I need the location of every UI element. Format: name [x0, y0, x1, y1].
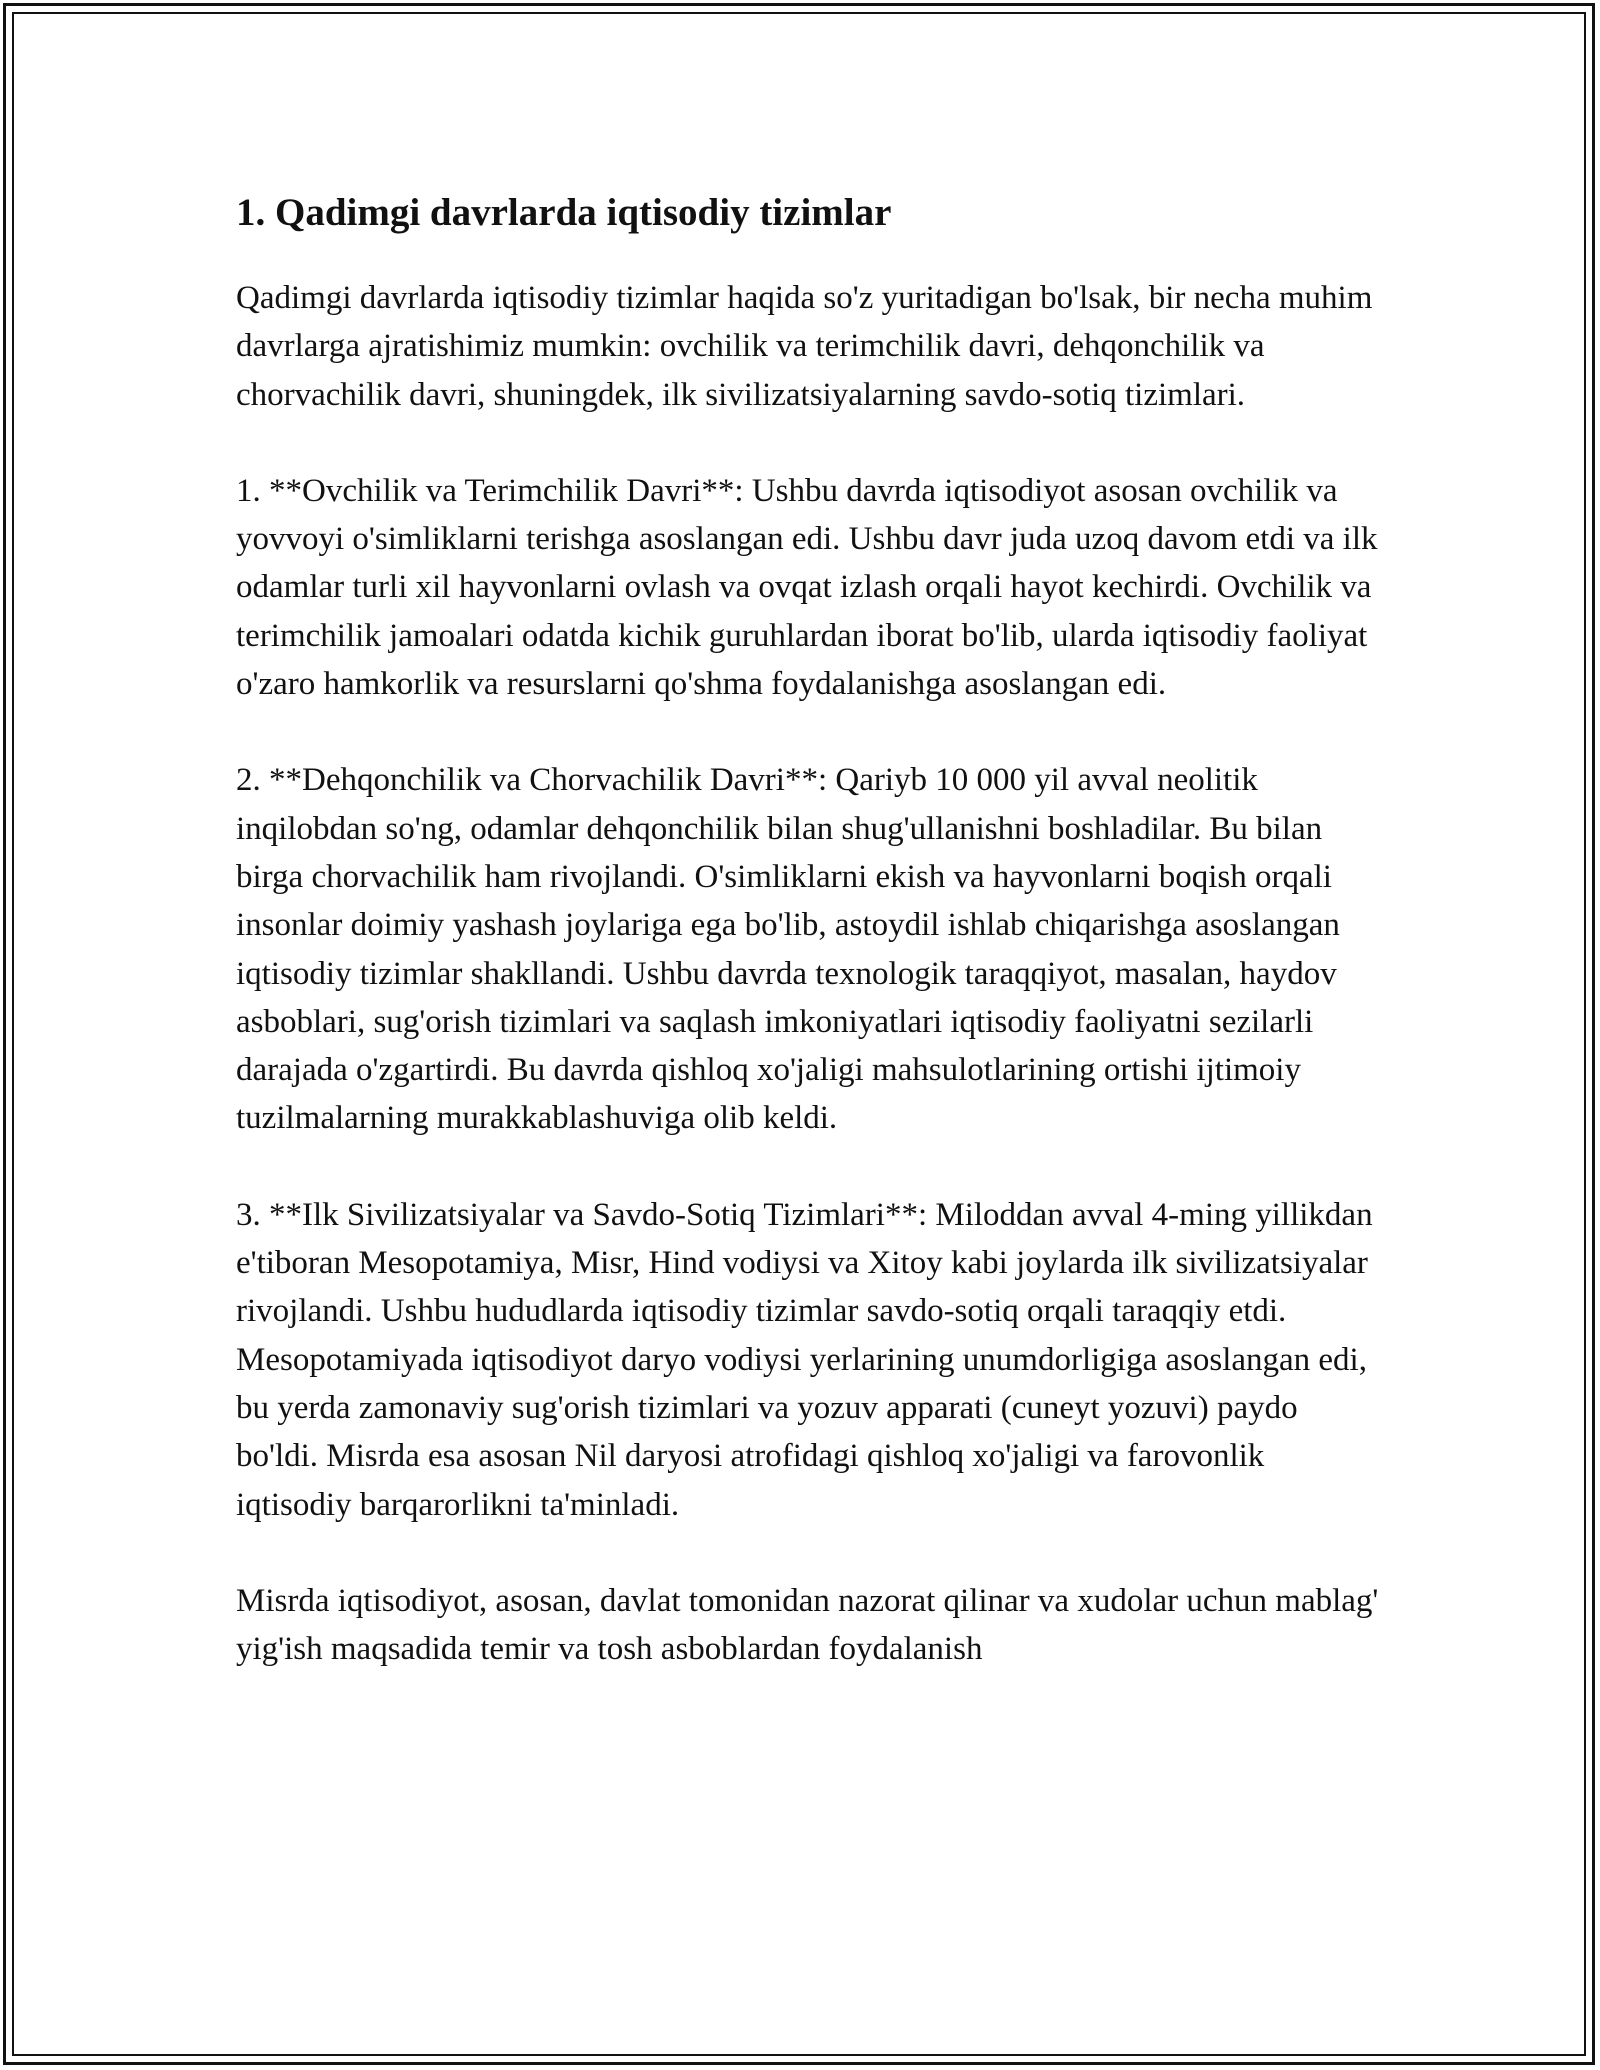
- intro-paragraph: Qadimgi davrlarda iqtisodiy tizimlar haqida so'z yuritadigan bo'lsak, bir necha muhim davrlarga ajratishimiz mumkin: ovchilik va terimchilik davri, dehqonchilik va chorvachilik davri, shuningdek, ilk sivilizatsiyalarning savdo-sotiq tizimlari.: [236, 280, 1373, 413]
- hunting-gathering-paragraph: 1. **Ovchilik va Terimchilik Davri**: Ushbu davrda iqtisodiyot asosan ovchilik va yovvoyi o'simliklarni terishga asoslangan edi. Ushbu davr juda uzoq davom etdi va ilk odamlar turli xil hayvonlarni ovlash va ovqat izlash orqali hayot kechirdi. Ovchilik va terimchilik jamoalari odatda kichik guruhlardan iborat bo'lib, ularda iqtisodiy faoliyat o'zaro hamkorlik va resurslarni qo'shma foydalanishga asoslangan edi.: [236, 472, 1378, 703]
- egypt-paragraph: Misrda iqtisodiyot, asosan, davlat tomonidan nazorat qilinar va xudolar uchun mablag' yig'ish maqsadida temir va tosh asboblardan foydalanish: [236, 1582, 1379, 1668]
- section-heading: 1. Qadimgi davrlarda iqtisodiy tizimlar: [236, 191, 892, 234]
- agriculture-paragraph: 2. **Dehqonchilik va Chorvachilik Davri**: Qariyb 10 000 yil avval neolitik inqilobdan so'ng, odamlar dehqonchilik bilan shug'ullanishni boshladilar. Bu bilan birga chorvachilik ham rivojlandi. O'simliklarni ekish va hayvonlarni boqish orqali insonlar doimiy yashash joylariga ega bo'lib, astoydil ishlab chiqarishga asoslangan iqtisodiy tizimlar shakllandi. Ushbu davrda texnologik taraqqiyot, masalan, haydov asboblari, sug'orish tizimlari va saqlash imkoniyatlari iqtisodiy faoliyatni sezilarli darajada o'zgartirdi. Bu davrda qishloq xo'jaligi mahsulotlarining ortishi ijtimoiy tuzilmalarning murakkablashuviga olib keldi.: [236, 762, 1340, 1137]
- document-body: [236, 184, 1380, 1721]
- civilizations-paragraph: 3. **Ilk Sivilizatsiyalar va Savdo-Sotiq Tizimlari**: Miloddan avval 4-ming yillikdan e'tiboran Mesopotamiya, Misr, Hind vodiysi va Xitoy kabi joylarda ilk sivilizatsiyalar rivojlandi. Ushbu hududlarda iqtisodiy tizimlar savdo-sotiq orqali taraqqiy etdi. Mesopotamiyada iqtisodiyot daryo vodiysi yerlarining unumdorligiga asoslangan edi, bu yerda zamonaviy sug'orish tizimlari va yozuv apparati (cuneyt yozuvi) paydo bo'ldi. Misrda esa asosan Nil daryosi atrofidagi qishloq xo'jaligi va farovonlik iqtisodiy barqarorlikni ta'minladi.: [236, 1196, 1373, 1523]
